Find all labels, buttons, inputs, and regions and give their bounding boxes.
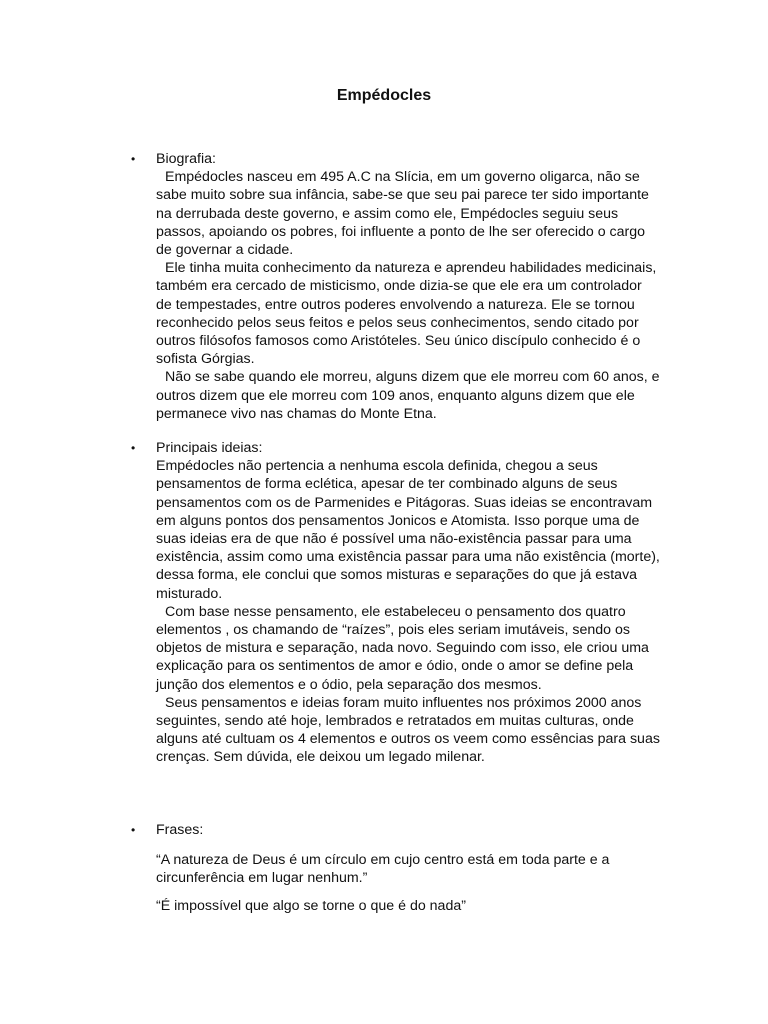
section-heading: Biografia: xyxy=(156,151,216,167)
bullet-icon: • xyxy=(131,441,136,455)
section-heading: Principais ideias: xyxy=(156,440,263,456)
paragraph: Empédocles não pertencia a nenhuma escola definida, chegou a seus pensamentos de forma eclética, apesar de ter combinado alguns de seus pensamentos com os de Parmenides e Pitágoras. Suas ideias se encontravam em alguns pontos dos pensamentos Jonicos e Atomista. Isso porque uma de suas ideias era de que não é possível uma não-existência passar para uma existência, assim como uma existência passar para uma não existência (morte), dessa forma, ele conclui que somos misturas e separações do que já estava misturado. xyxy=(156,458,660,602)
bullet-icon: • xyxy=(131,152,136,166)
quote: “É impossível que algo se torne o que é do nada” xyxy=(156,897,466,914)
quote: “A natureza de Deus é um círculo em cujo centro está em toda parte e a circunferência em lugar nenhum.” xyxy=(156,852,610,887)
document-title: Empédocles xyxy=(336,87,432,104)
section-principais-ideias xyxy=(131,439,660,767)
section-heading: Frases: xyxy=(156,822,204,838)
section-frases xyxy=(131,821,660,915)
paragraph: Com base nesse pensamento, ele estabeleceu o pensamento dos quatro elementos , os chamando de “raízes”, pois eles seriam imutáveis, sendo os objetos de mistura e separação, nada novo. Seguindo com isso, ele criou uma explicação para os sentimentos de amor e ódio, onde o amor se define pela junção dos elementos e o ódio, pela separação dos mesmos. xyxy=(156,603,649,693)
paragraph: Seus pensamentos e ideias foram muito influentes nos próximos 2000 anos seguintes, sendo até hoje, lembrados e retratados em muitas culturas, onde alguns até cultuam os 4 elementos e outros os veem como essências para suas crenças. Sem dúvida, ele deixou um legado milenar. xyxy=(156,694,660,766)
paragraph: Ele tinha muita conhecimento da natureza e aprendeu habilidades medicinais, também era cercado de misticismo, onde dizia-se que ele era um controlador de tempestades, entre outros poderes envolvendo a natureza. Ele se tornou reconhecido pelos seus feitos e pelos seus conhecimentos, sendo citado por outros filósofos famosos como Aristóteles. Seu único discípulo conhecido é o sofista Górgias. xyxy=(156,260,657,368)
section-biografia xyxy=(131,150,660,423)
bullet-icon: • xyxy=(131,823,136,837)
paragraph: Não se sabe quando ele morreu, alguns dizem que ele morreu com 60 anos, e outros dizem que ele morreu com 109 anos, enquanto alguns dizem que ele permanece vivo nas chamas do Monte Etna. xyxy=(156,369,660,422)
paragraph: Empédocles nasceu em 495 A.C na Slícia, em um governo oligarca, não se sabe muito sobre sua infância, sabe-se que seu pai parece ter sido importante na derrubada deste governo, e assim como ele, Empédocles seguiu seus passos, apoiando os pobres, foi influente a ponto de lhe ser oferecido o cargo de governar a cidade. xyxy=(156,169,649,259)
